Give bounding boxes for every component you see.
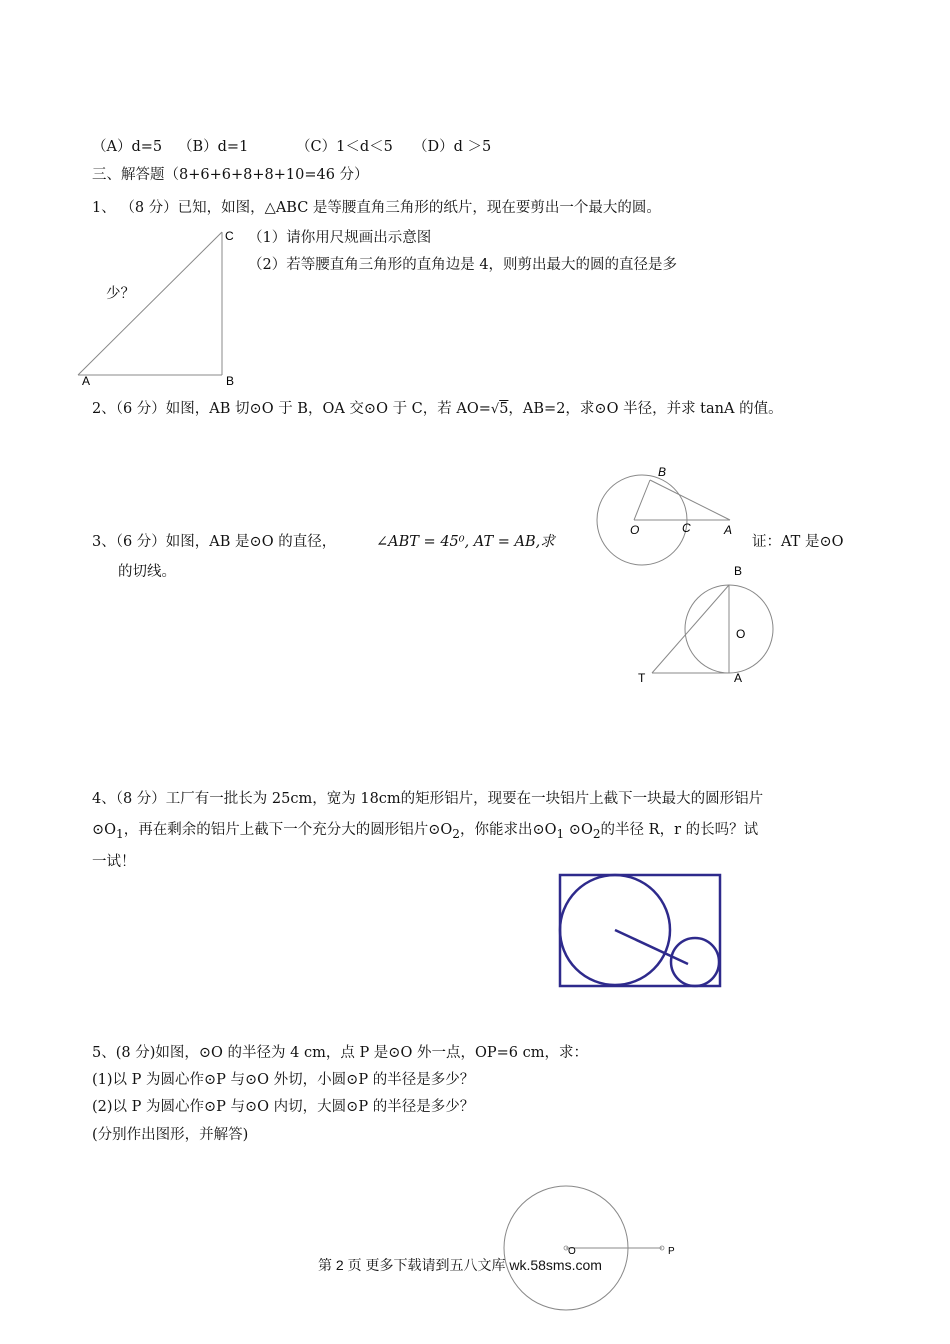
q2-radicand: 5	[499, 401, 509, 417]
q4-o2-b-sub: 2	[452, 826, 460, 841]
q1-triangle-figure	[70, 222, 250, 392]
q1-part2: （2）若等腰直角三角形的直角边是 4，则剪出最大的圆的直径是多	[248, 257, 678, 273]
q4-o1-a-sub: 1	[116, 826, 124, 841]
q2-text-after: ，AB=2，求⊙O 半径，并求 tanA 的值。	[508, 401, 783, 417]
segment-tb	[652, 585, 729, 673]
q4-mid: ，再在剩余的铝片上截下一个充分大的圆形铝片⊙O	[123, 822, 453, 838]
q3-text-end: 证：AT 是⊙O	[752, 534, 844, 550]
q4-o2-d: ⊙O	[564, 822, 593, 838]
q4-end: 的半径 R，r 的长吗？试	[600, 822, 759, 838]
label-b: B	[734, 564, 743, 578]
label-c: C	[225, 229, 234, 243]
page-footer: 第 2 页 更多下载请到五八文库 wk.58sms.com	[318, 1257, 602, 1273]
choice-c: （C）1＜d＜5	[296, 139, 393, 155]
label-o: O	[568, 1246, 576, 1257]
segment-ba	[650, 480, 730, 520]
label-a: A	[724, 523, 733, 537]
q4-o1-a: ⊙O	[92, 822, 117, 838]
q5-line4: (分别作出图形，并解答)	[92, 1127, 249, 1143]
label-o: O	[630, 523, 640, 537]
q4-line1: 4、（8 分）工厂有一批长为 25cm，宽为 18cm的矩形铝片，现要在一块铝片上截下一块最大的圆形铝片	[92, 791, 764, 807]
q1-intro: 1、 （8 分）已知，如图，△ABC 是等腰直角三角形的纸片，现在要剪出一个最大的圆。	[92, 200, 661, 216]
q5-line2: (1)以 P 为圆心作⊙P 与⊙O 外切，小圆⊙P 的半径是多少？	[92, 1072, 475, 1088]
label-b: B	[658, 465, 667, 479]
q4-line2	[92, 821, 758, 843]
q4-rectangle-figure	[556, 872, 726, 990]
label-a: A	[734, 671, 743, 685]
q5-line3: (2)以 P 为圆心作⊙P 与⊙O 内切，大圆⊙P 的半径是多少？	[92, 1099, 475, 1115]
q3-formula: ∠ABT = 45⁰, AT = AB,求	[376, 534, 555, 550]
aluminum-rectangle	[560, 875, 720, 986]
q4-line3: 一试！	[92, 854, 136, 870]
triangle-side-ac	[78, 232, 222, 375]
q1-part2-cont: 少？	[106, 286, 135, 302]
segment-ob	[634, 480, 650, 520]
choice-d: （D）d ＞5	[413, 139, 492, 155]
label-b: B	[226, 374, 235, 388]
choice-a: （A）d=5	[92, 139, 163, 155]
q3-circle-figure	[630, 560, 790, 690]
label-o: O	[736, 627, 746, 641]
q3-line2: 的切线。	[118, 564, 176, 580]
label-c: C	[682, 521, 691, 535]
circle-o2	[671, 938, 719, 986]
q3-text-start: 3、（6 分）如图，AB 是⊙O 的直径，	[92, 534, 337, 550]
q4-o2-d-sub: 2	[592, 826, 601, 841]
label-t: T	[638, 671, 646, 685]
q2-text-before: 2、（6 分）如图，AB 切⊙O 于 B，OA 交⊙O 于 C，若 AO=	[92, 401, 491, 417]
label-a: A	[82, 374, 91, 388]
q5-line1: 5、(8 分)如图，⊙O 的半径为 4 cm，点 P 是⊙O 外一点，OP=6 cm，求：	[92, 1045, 588, 1061]
choice-b: （B）d=1	[178, 139, 249, 155]
q5-circle-figure	[490, 1180, 690, 1320]
q2-text	[92, 400, 783, 419]
label-p: P	[668, 1246, 675, 1257]
section-heading: 三、解答题（8+6+6+8+8+10=46 分）	[92, 167, 369, 183]
sqrt-sign: √	[490, 402, 500, 417]
q4-o1-c-sub: 1	[556, 826, 565, 841]
q4-ask: ，你能求出⊙O	[459, 822, 557, 838]
q1-part1: （1）请你用尺规画出示意图	[248, 230, 432, 246]
